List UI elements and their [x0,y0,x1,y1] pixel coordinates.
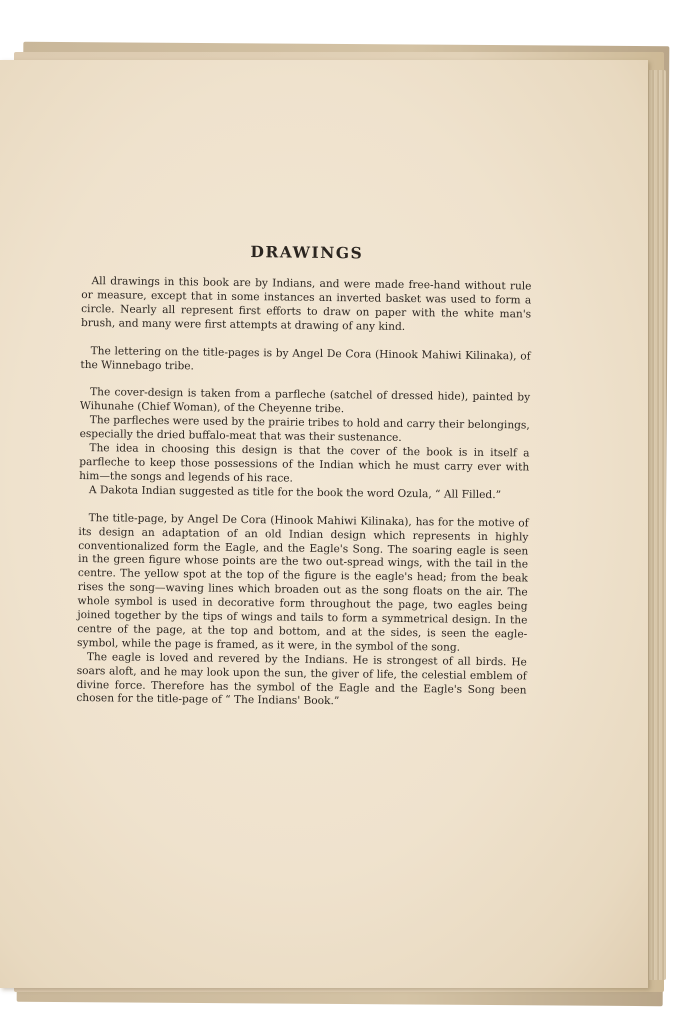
paragraph-design-idea: The idea in choosing this design is that the cover of the book is in itself a parfleche to keep those possessions of the Indian which he must carry ever with him—the songs and legends of his race. [79,442,530,485]
paragraph-eagle: The eagle is loved and revered by the Indians. He is strongest of all birds. He soars aloft, and he may look upon the sun, the giver of life, the celestial emblem of divine force. Therefore has the symbol of the Eagle and the Eagle's Song been chosen for the title-page of “ The Indians' Book.” [76,650,527,708]
book-page [0,60,648,988]
paragraph-lettering: The lettering on the title-pages is by Angel De Cora (Hinook Mahiwi Kilinaka), of the Winnebago tribe. [80,344,531,372]
paragraph-cover-design: The cover-design is taken from a parfleche (satchel of dressed hide), painted by Wihunahe (Chief Woman), of the Cheyenne tribe. [79,386,531,416]
page-title: DRAWINGS [250,242,364,263]
page-content [76,240,532,712]
paragraph-ozula: A Dakota Indian suggested as title for the book the word Ozula, “ All Filled.” [88,483,502,501]
paragraph-parfleches: The parfleches were used by the prairie tribes to hold and carry their belongings, especially the dried buffalo-meat that was their sustenance. [79,414,530,445]
paragraph-title-page: The title-page, by Angel De Cora (Hinook Mahiwi Kilinaka), has for the motive of its design an adaptation of an old Indian design which represents in highly conventionalized form the Eagle, and the Eagle's Song. The soaring eagle is seen in the green figure whose points are the two out-spread wings, with the tail in the centre. The yellow spot at the top of the figure is the eagle's head; from the beak rises the song—waving lines which broaden out as the song floats on the air. The whole symbol is used in decorative form throughout the page, two eagles being joined together by the tips of wings and tails to form a symmetrical design. In the centre of the page, at the top and bottom, and at the sides, is seen the eagle-symbol, while the page is framed, as it were, in the symbol of the song. [77,511,529,654]
paragraph-drawings-intro: All drawings in this book are by Indians, and were made free-hand without rule or measure, except that in some instances an inverted basket was used to form a circle. Nearly all represent first efforts to draw on paper with the white man's brush, and many were first attempts at drawing of any kind. [80,275,532,333]
